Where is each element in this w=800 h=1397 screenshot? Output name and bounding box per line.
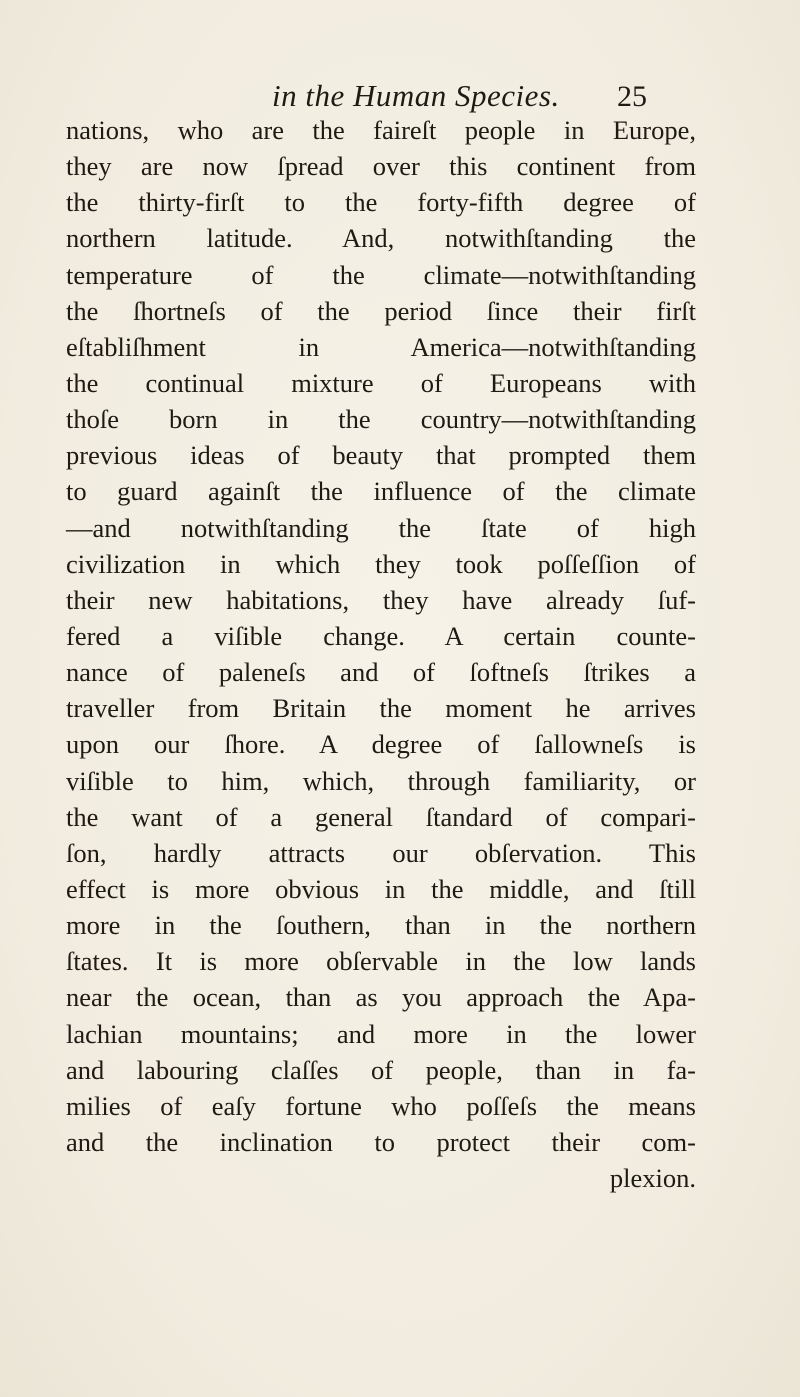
text-line: the thirty-firſt to the forty-fifth degree of [66, 187, 696, 218]
text-line: lachian mountains; and more in the lower [66, 1018, 696, 1049]
text-line: ſtates. It is more obſervable in the low lands [66, 946, 696, 977]
text-line: fered a viſible change. A certain counte- [66, 620, 696, 651]
text-line: to guard againſt the influence of the climate [66, 476, 696, 507]
text-line: nance of paleneſs and of ſoftneſs ſtrikes a [66, 657, 696, 688]
page-number: 25 [617, 80, 647, 113]
text-line: they are now ſpread over this continent from [66, 151, 696, 182]
text-line: eſtabliſhment in America—notwithſtanding [66, 331, 696, 362]
text-line: milies of eaſy fortune who poſſeſs the means [66, 1090, 696, 1121]
running-title: in the Human Species. [272, 78, 560, 113]
text-line: ſon, hardly attracts our obſervation. This [66, 837, 696, 868]
text-line: their new habitations, they have already ſuf- [66, 584, 696, 615]
text-line: civilization in which they took poſſeſſion of [66, 548, 696, 579]
text-line: plexion. [609, 1163, 696, 1194]
text-line: the ſhortneſs of the period ſince their firſt [66, 295, 696, 326]
text-line: and the inclination to protect their com- [66, 1126, 696, 1157]
text-line: nations, who are the faireſt people in Europe, [66, 115, 696, 145]
text-line: northern latitude. And, notwithſtanding the [66, 223, 696, 254]
text-line: the continual mixture of Europeans with [66, 367, 696, 398]
body-text [66, 112, 696, 1196]
text-line: upon our ſhore. A degree of ſallowneſs is [66, 729, 696, 760]
text-line: thoſe born in the country—notwithſtanding [66, 404, 696, 435]
text-line: effect is more obvious in the middle, and ſtill [66, 873, 696, 904]
text-line: more in the ſouthern, than in the northern [66, 910, 696, 941]
text-line: previous ideas of beauty that prompted them [66, 440, 696, 471]
text-line: and labouring claſſes of people, than in fa- [66, 1054, 696, 1085]
text-line: —and notwithſtanding the ſtate of high [66, 512, 696, 543]
text-line: traveller from Britain the moment he arrives [66, 693, 696, 724]
text-line: temperature of the climate—notwithſtanding [66, 259, 696, 290]
text-line: viſible to him, which, through familiarity, or [66, 765, 696, 796]
text-line: the want of a general ſtandard of compari- [66, 801, 696, 832]
text-line: near the ocean, than as you approach the Apa- [66, 982, 696, 1013]
